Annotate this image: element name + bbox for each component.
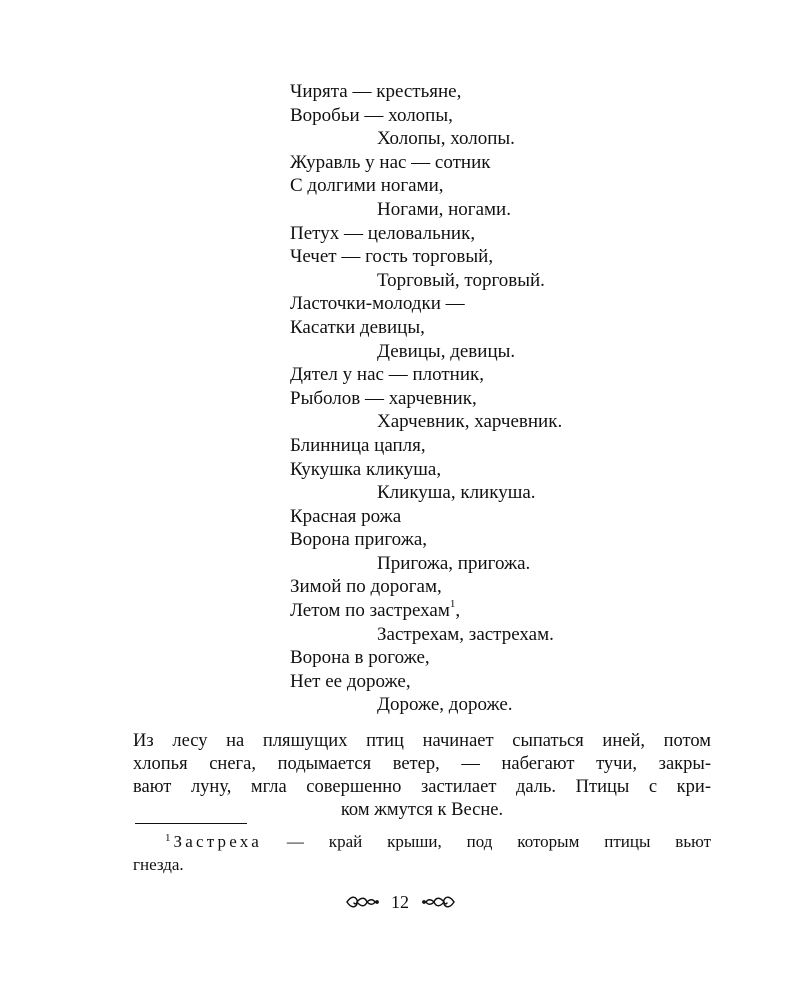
right-ornament-icon [422,894,456,910]
footnote-definition: — край крыши, под которым птицы вьют [262,832,711,851]
stage-direction [133,730,711,822]
poem-refrain-line: Застрехам, застрехам. [377,623,554,645]
stage-direction-line: вают луну, мгла совершенно застилает даль. Птицы с кри- [133,777,711,797]
footnote-divider [135,823,247,824]
poem-line: Зимой по дорогам, [290,576,442,598]
footnote-line: гнезда. [133,855,184,874]
poem-line: Красная рожа [290,505,402,527]
left-ornament-icon [345,894,379,910]
poem-line: Блинница цапля, [290,434,426,456]
poem-refrain-line: Кликуша, кликуша. [377,482,536,504]
poem-refrain-line: Пригожа, пригожа. [377,552,531,574]
poem-line: Воробьи — холопы, [290,104,453,126]
stage-direction-line: хлопья снега, подымается ветер, — набегают тучи, закры- [133,754,711,774]
poem-refrain-line: Дороже, дороже. [377,694,513,716]
footnote-line [133,830,711,853]
poem-refrain-line: Харчевник, харчевник. [377,411,563,433]
poem-line: Нет ее дороже, [290,670,411,692]
poem-refrain-line: Ногами, ногами. [377,198,511,220]
poem-line: С долгими ногами, [290,175,444,197]
poem-refrain-line: Холопы, холопы. [377,128,515,150]
poem-line: Петух — целовальник, [290,222,476,244]
page-footer [0,888,800,914]
footnote-number: 1 [165,832,171,844]
page-number: 12 [391,891,409,912]
stage-direction-line: Из лесу на пляшущих птиц начинает сыпаться иней, потом [133,731,711,751]
stage-direction-line: ком жмутся к Весне. [340,800,504,820]
poem-line-text: Летом по застрехам [290,600,450,622]
poem-line: Чечет — гость торговый, [290,246,494,268]
poem-line: Ворона пригожа, [290,529,428,551]
footnote-reference[interactable]: 1 [449,597,456,610]
poem-stanza [290,80,710,717]
poem-line: Кукушка кликуша, [290,458,442,480]
poem-line: Дятел у нас — плотник, [290,364,484,386]
poem-line: Рыболов — харчевник, [290,387,477,409]
poem-line: Чирята — крестьяне, [290,81,462,102]
poem-line: Ворона в рогоже, [290,647,430,669]
poem-line: Летом по застрехам$^1$, [290,597,461,622]
poem-refrain-line: Торговый, торговый. [377,269,545,291]
footnote-term: Застреха [173,832,262,851]
footnote [133,830,711,876]
poem-line: Ласточки-молодки — [290,293,465,315]
poem-refrain-line: Девицы, девицы. [377,340,516,362]
poem-line: Касатки девицы, [290,316,425,338]
poem-line: Журавль у нас — сотник [290,151,491,173]
